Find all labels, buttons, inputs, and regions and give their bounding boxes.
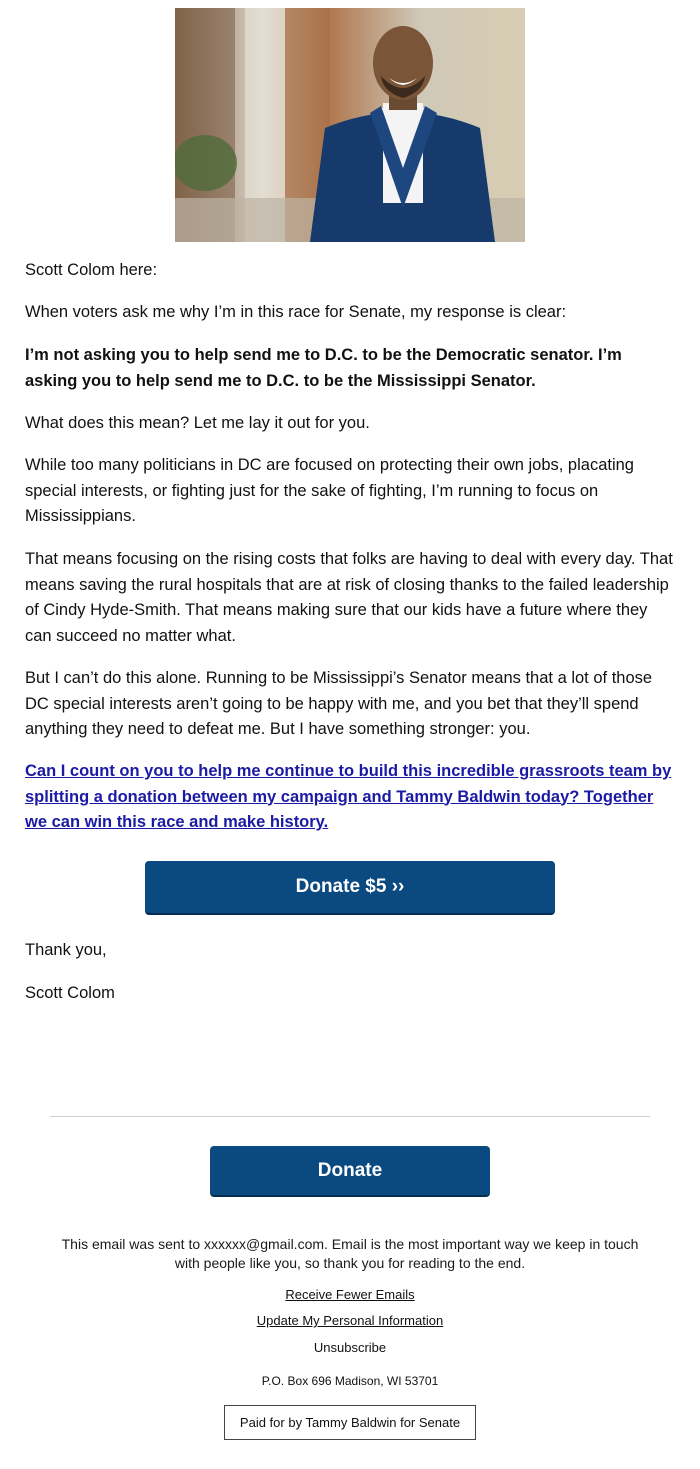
receive-fewer-emails-link[interactable]: Receive Fewer Emails bbox=[285, 1287, 415, 1302]
paid-for-disclaimer: Paid for by Tammy Baldwin for Senate bbox=[224, 1405, 476, 1440]
donate-button[interactable]: Donate bbox=[210, 1146, 490, 1197]
candidate-photo bbox=[175, 8, 525, 242]
greeting: Scott Colom here: bbox=[25, 261, 158, 279]
explain-paragraph: What does this mean? Let me lay it out for you. bbox=[25, 414, 370, 432]
intro-paragraph: When voters ask me why I’m in this race for Senate, my response is clear: bbox=[25, 303, 567, 321]
signoff: Thank you, bbox=[25, 941, 107, 959]
unsubscribe-link[interactable]: Unsubscribe bbox=[313, 1340, 387, 1355]
fewer-emails-row bbox=[0, 1287, 700, 1302]
mailing-address: P.O. Box 696 Madison, WI 53701 bbox=[261, 1374, 439, 1388]
footer-divider bbox=[50, 1116, 650, 1117]
donate-5-button[interactable]: Donate $5 ›› bbox=[145, 861, 555, 915]
sent-notice: This email was sent to xxxxxx@gmail.com. Email is the most important way we keep in touch with people like you, so thank you for reading to the end. bbox=[61, 1236, 639, 1271]
cta-paragraph bbox=[25, 759, 675, 836]
portrait-photo-icon bbox=[175, 8, 525, 242]
key-message-paragraph: I’m not asking you to help send me to D.C. to be the Democratic senator. I’m asking you to help send me to D.C. to be the Mississippi Senator. bbox=[25, 346, 622, 390]
priorities-paragraph: That means focusing on the rising costs that folks are having to deal with every day. That means saving the rural hospitals that are at risk of closing thanks to the failed leadership of Cindy Hyde-Smith. That means making sure that our kids have a future where they can succeed no matter what. bbox=[25, 550, 673, 645]
signature: Scott Colom bbox=[25, 984, 115, 1002]
update-personal-info-link[interactable]: Update My Personal Information bbox=[256, 1313, 444, 1328]
appeal-paragraph: But I can’t do this alone. Running to be Mississippi’s Senator means that a lot of those DC special interests aren’t going to be happy with me, and you bet that they’ll spend anything they need to defeat me. But I have something stronger: you. bbox=[25, 669, 653, 738]
unsubscribe-row bbox=[0, 1340, 700, 1355]
update-info-row bbox=[0, 1313, 700, 1328]
politicians-paragraph: While too many politicians in DC are focused on protecting their own jobs, placating special interests, or fighting just for the sake of fighting, I’m running to focus on Mississippians. bbox=[25, 456, 634, 525]
donation-cta-link[interactable]: Can I count on you to help me continue to build this incredible grassroots team by splitting a donation between my campaign and Tammy Baldwin today? Together we can win this race and make history. bbox=[25, 762, 672, 831]
